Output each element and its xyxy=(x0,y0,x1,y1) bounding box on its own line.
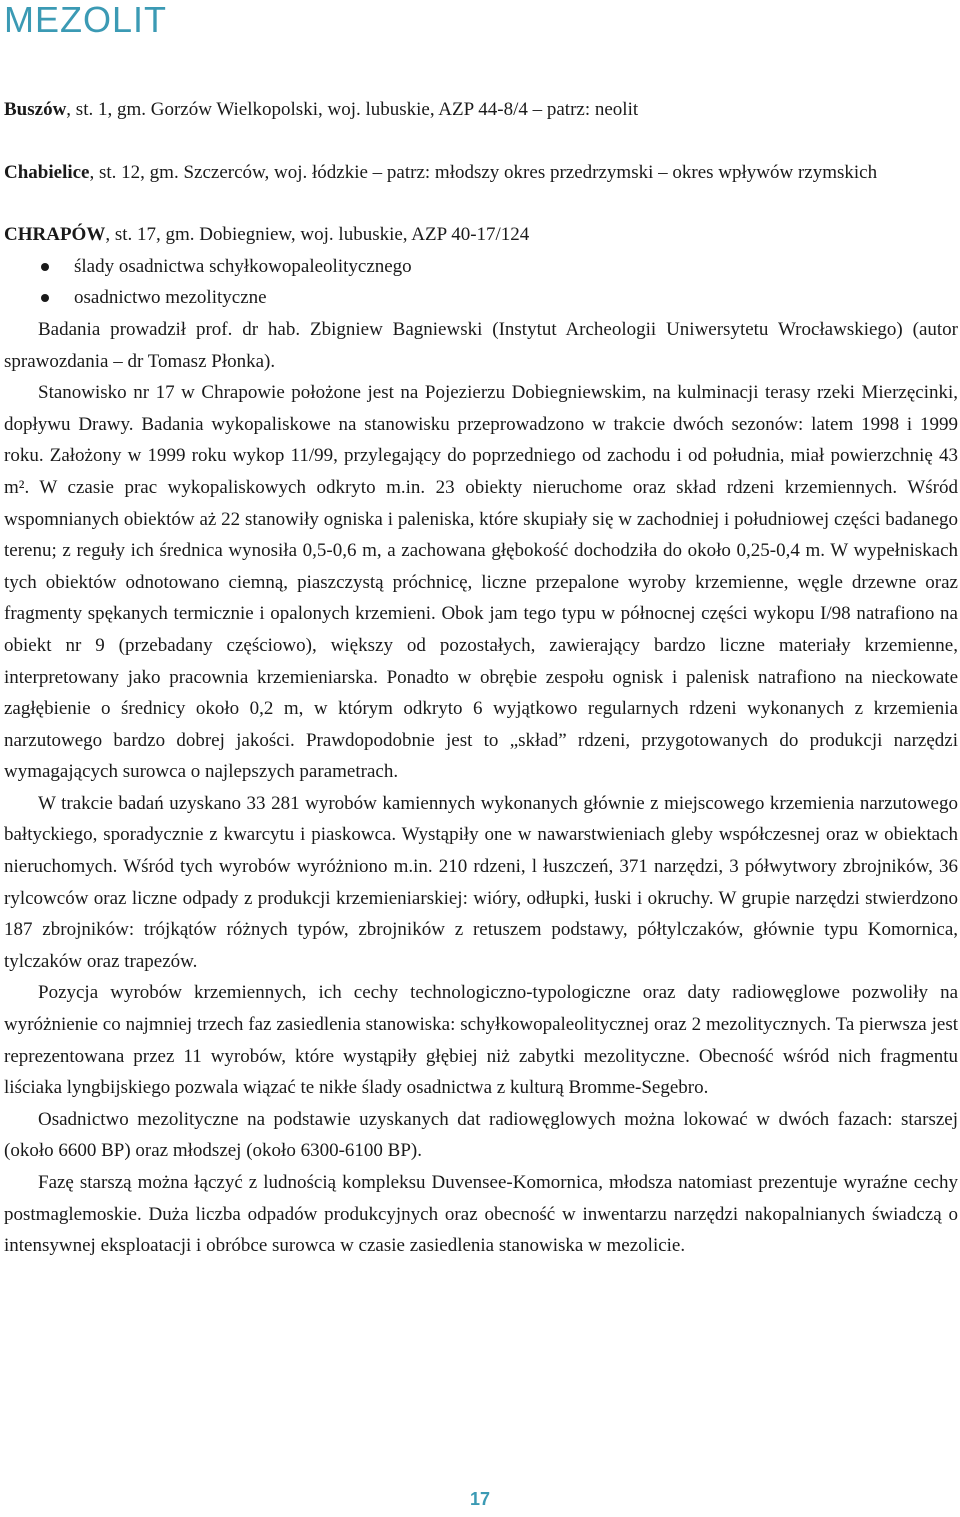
paragraph: Fazę starszą można łączyć z ludnością kompleksu Duvensee-Komornica, młodsza natomiast prezentuje wyraźne cechy postmaglemoskie. Duża liczba odpadów produkcyjnych oraz obecność w inwentarzu narzędzi nakopalnianych świadczą o intensywnej eksploatacji i obróbce surowca w czasie zasiedlenia stanowiska w mezolicie. xyxy=(4,1172,958,1257)
article-body xyxy=(4,94,958,1262)
page-number: 17 xyxy=(469,1489,491,1509)
entry-buszow xyxy=(4,94,958,126)
site-name: CHRAPÓW xyxy=(4,224,106,246)
paragraph: Pozycja wyrobów krzemiennych, ich cechy technologiczno-typologiczne oraz daty radiowęglowe pozwoliły na wyróżnienie co najmniej trzech faz zasiedlenia stanowiska: schyłkowopaleolitycznej oraz 2 mezolitycznych. Ta pierwsza jest reprezentowana przez 11 wyrobów, które wystąpiły głębiej niż zabytki mezolityczne. Obecność wśród nich fragmentu liściaka lyngbijskiego pozwala wiązać te nikłe ślady osadnictwa z kulturą Bromme-Segebro. xyxy=(4,982,958,1099)
entry-chabielice xyxy=(4,157,958,189)
paragraph: Badania prowadził prof. dr hab. Zbigniew Bagniewski (Instytut Archeologii Uniwersytetu Wrocławskiego) (autor sprawozdania – dr Tomasz Płonka). xyxy=(4,318,958,372)
section-title: MEZOLIT xyxy=(4,0,168,40)
list-item: ślady osadnictwa schyłkowopaleolitycznego xyxy=(4,251,958,283)
list-item: osadnictwo mezolityczne xyxy=(4,282,958,314)
site-name: Buszów xyxy=(4,99,67,120)
findings-list xyxy=(4,251,958,314)
paragraph: Osadnictwo mezolityczne na podstawie uzyskanych dat radiowęglowych można lokować w dwóch fazach: starszej (około 6600 BP) oraz młodszej (około 6300-6100 BP). xyxy=(4,1108,958,1162)
entry-text: , st. 17, gm. Dobiegniew, woj. lubuskie, AZP 40-17/124 xyxy=(105,224,530,246)
paragraph: W trakcie badań uzyskano 33 281 wyrobów kamiennych wykonanych głównie z miejscowego krzemienia narzutowego bałtyckiego, sporadycznie z kwarcytu i piaskowca. Wystąpiły one w nawarstwieniach gleby współczesnej oraz w obiektach nieruchomych. Wśród tych wyrobów wyróżniono m.in. 210 rdzeni, l łuszczeń, 371 narzędzi, 3 półwytwory zbrojników, 36 rylcowców oraz liczne odpady z produkcji krzemieniarskiej: wióry, odłupki, łuski i okruchy. W grupie narzędzi stwierdzono 187 zbrojników: trójkątów różnych typów, zbrojników z retuszem podstawy, półtylczaków, głównie typu Komornica, tylczaków oraz trapezów. xyxy=(4,792,958,972)
paragraph: Stanowisko nr 17 w Chrapowie położone jest na Pojezierzu Dobiegniewskim, na kulminacji terasy rzeki Mierzęcinki, dopływu Drawy. Badania wykopaliskowe na stanowisku przeprowadzono w trakcie dwóch sezonów: latem 1998 i 1999 roku. Założony w 1999 roku wykop 11/99, przylegający do poprzedniego od zachodu i od południa, miał powierzchnię 43 m². W czasie prac wykopaliskowych odkryto m.in. 23 obiekty nieruchome oraz skład rdzeni krzemiennych. Wśród wspomnianych obiektów aż 22 stanowiły ogniska i paleniska, które skupiały się w zachodniej i południowej części badanego terenu; z reguły ich średnica wynosiła 0,5-0,6 m, a zachowana głębokość dochodziła do około 0,25-0,4 m. W wypełniskach tych obiektów odnotowano ciemną, piaszczystą próchnicę, liczne przepalone wyroby krzemienne, węgle drzewne oraz fragmenty spękanych termicznie i opalonych krzemieni. Obok jam tego typu w północnej części wykopu I/98 natrafiono na obiekt nr 9 (przebadany częściowo), większy od pozostałych, zawierający bardzo liczne materiały krzemienne, interpretowany jako pracownia krzemieniarska. Ponadto w obrębie zespołu ognisk i palenisk natrafiono na nieckowate zagłębienie o średnicy około 0,2 m, w którym odkryto 6 wyjątkowo regularnych rdzeni wykonanych z krzemienia narzutowego bardzo dobrej jakości. Prawdopodobnie jest to „skład” rdzeni, przygotowanych do produkcji narzędzi wymagających surowca o najlepszych parametrach. xyxy=(4,382,958,783)
entry-text: , st. 1, gm. Gorzów Wielkopolski, woj. lubuskie, AZP 44-8/4 – patrz: neolit xyxy=(66,99,639,120)
site-name: Chabielice xyxy=(4,161,90,183)
entry-text: , st. 12, gm. Szczerców, woj. łódzkie – patrz: młodszy okres przedrzymski – okres wpływów rzymskich xyxy=(89,161,878,183)
entry-chrapow-header xyxy=(4,219,958,251)
